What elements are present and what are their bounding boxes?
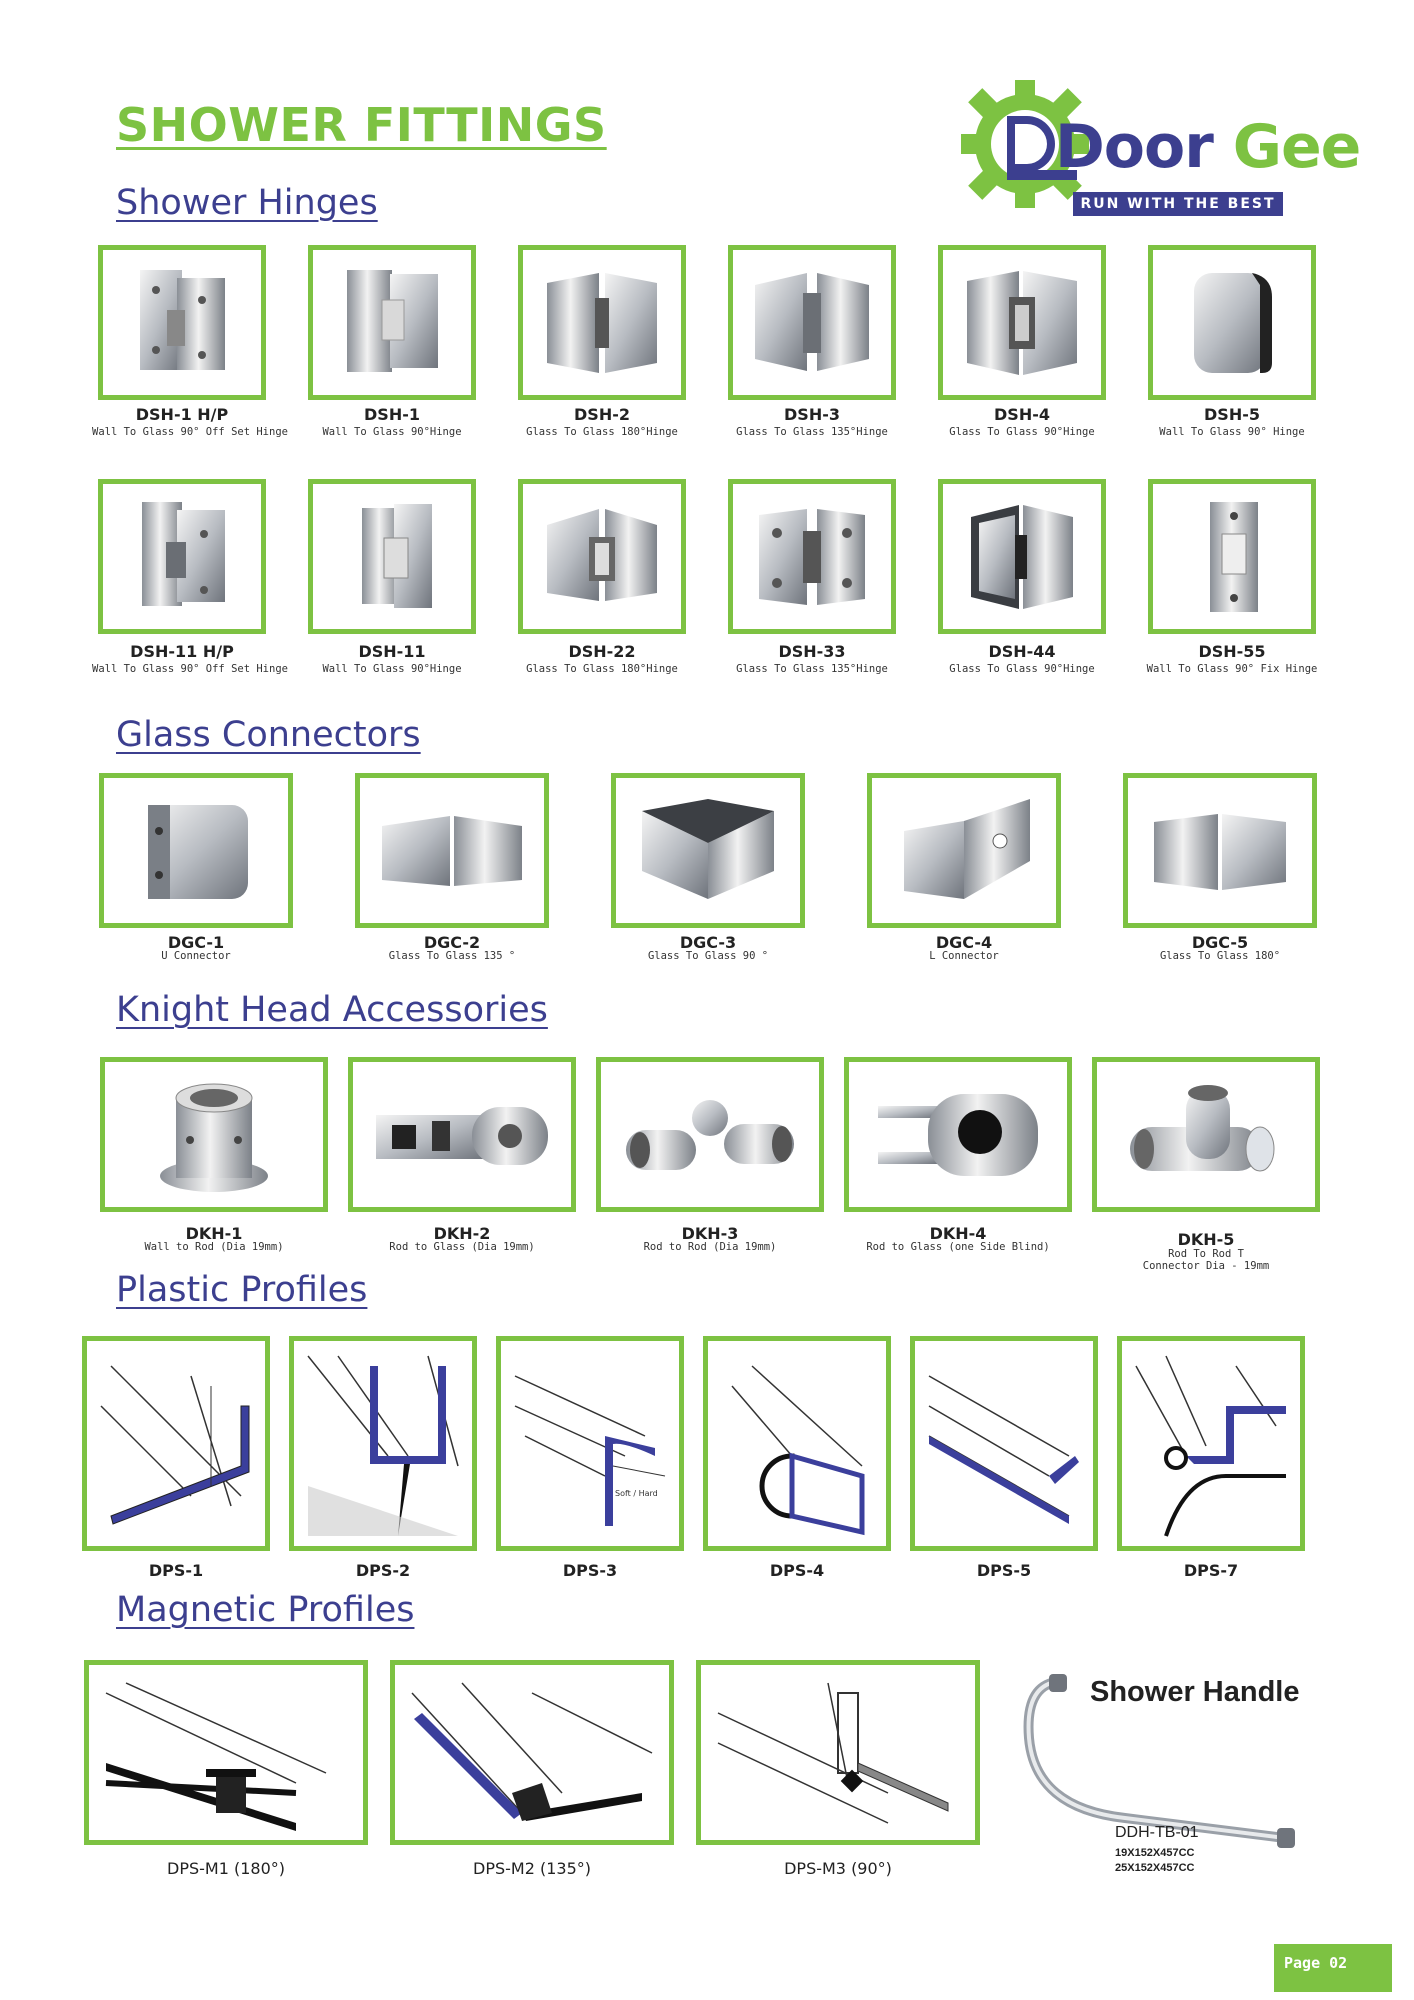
product-dsh-11[interactable] <box>302 479 482 689</box>
product-code: DGC-1 <box>167 933 225 952</box>
product-image <box>99 773 293 928</box>
hinge-image <box>747 263 877 383</box>
product-description: Glass To Glass 90°Hinge <box>949 663 1095 675</box>
product-description: Wall To Glass 90°Hinge <box>322 426 462 438</box>
product-dsh-11-hp[interactable] <box>92 479 288 689</box>
product-image <box>348 1057 576 1212</box>
brand-tagline: RUN WITH THE BEST <box>1073 192 1283 216</box>
product-image <box>611 773 805 928</box>
product-dsh-44[interactable] <box>932 479 1112 689</box>
product-description: Glass To Glass 180°Hinge <box>526 663 678 675</box>
section-title-shower-hinges: Shower Hinges <box>116 183 378 223</box>
knight-head-image <box>858 1080 1058 1190</box>
page-number-badge: Page 02 <box>1274 1944 1392 1992</box>
product-image <box>596 1057 824 1212</box>
product-dkh-2[interactable] <box>348 1057 576 1267</box>
product-code: DSH-2 <box>574 405 630 424</box>
product-image <box>1117 1336 1305 1551</box>
product-code: DSH-44 <box>988 642 1056 661</box>
product-code: DSH-5 <box>1204 405 1260 424</box>
product-dps-2[interactable] <box>289 1336 477 1586</box>
product-code: DSH-55 <box>1198 642 1266 661</box>
product-code: DPS-M3 (90°) <box>784 1859 892 1878</box>
hinge-image <box>537 263 667 383</box>
product-dsh-4[interactable] <box>932 245 1112 445</box>
profile-image <box>298 1346 468 1541</box>
door-gee-logo <box>955 72 1361 222</box>
section-title-glass-connectors: Glass Connectors <box>116 715 421 755</box>
product-image <box>703 1336 891 1551</box>
product-description: Rod to Rod (Dia 19mm) <box>643 1241 777 1253</box>
product-image <box>1148 245 1316 400</box>
hinge-image <box>747 497 877 617</box>
shower-handle-code: DDH-TB-01 <box>1115 1824 1199 1841</box>
product-code: DKH-5 <box>1177 1230 1235 1249</box>
product-dkh-1[interactable] <box>100 1057 328 1267</box>
product-code: DKH-4 <box>929 1224 987 1243</box>
product-code: DPS-5 <box>976 1561 1032 1580</box>
product-image <box>1123 773 1317 928</box>
product-dsh-2[interactable] <box>512 245 692 445</box>
product-dps-5[interactable] <box>910 1336 1098 1586</box>
product-code: DPS-M1 (180°) <box>167 1859 285 1878</box>
product-description: Glass To Glass 90 ° <box>647 950 769 962</box>
connector-image <box>628 791 788 911</box>
product-image <box>496 1336 684 1551</box>
product-dps-3[interactable] <box>496 1336 684 1586</box>
product-description: Glass To Glass 180°Hinge <box>526 426 678 438</box>
product-code: DPS-7 <box>1183 1561 1239 1580</box>
product-dgc-1[interactable] <box>96 773 296 973</box>
section-title-knight-head: Knight Head Accessories <box>116 990 548 1030</box>
product-description: Glass To Glass 135°Hinge <box>736 426 888 438</box>
connector-image <box>884 791 1044 911</box>
product-description: Rod To Rod T <box>1168 1248 1244 1260</box>
product-code: DKH-2 <box>433 1224 491 1243</box>
product-description: Rod to Glass (one Side Blind) <box>866 1241 1050 1253</box>
brand-name: Door Gee <box>1055 112 1361 182</box>
product-dps-1[interactable] <box>82 1336 270 1586</box>
product-description: Glass To Glass 135°Hinge <box>736 663 888 675</box>
product-code: DSH-11 H/P <box>130 642 234 661</box>
product-image <box>1092 1057 1320 1212</box>
hinge-image <box>537 497 667 617</box>
product-description: Glass To Glass 135 ° <box>388 950 516 962</box>
hinge-image <box>122 494 242 619</box>
product-code: DGC-3 <box>679 933 737 952</box>
magnetic-profile-image <box>402 1673 662 1833</box>
product-dsh-55[interactable] <box>1142 479 1322 689</box>
product-image <box>844 1057 1072 1212</box>
shower-handle-size-1: 19X152X457CC <box>1115 1847 1195 1859</box>
shower-handle-size-2: 25X152X457CC <box>1115 1862 1195 1874</box>
hinge-image <box>332 494 452 619</box>
product-image <box>82 1336 270 1551</box>
hinge-image <box>332 260 452 385</box>
knight-head-image <box>144 1070 284 1200</box>
product-code: DGC-2 <box>423 933 481 952</box>
product-dps-m1[interactable] <box>84 1660 368 1890</box>
section-title-plastic-profiles: Plastic Profiles <box>116 1270 368 1310</box>
profile-image <box>505 1346 675 1541</box>
product-code: DGC-5 <box>1191 933 1249 952</box>
product-code: DKH-3 <box>681 1224 739 1243</box>
profile-image <box>1126 1346 1296 1541</box>
product-code: DSH-3 <box>784 405 840 424</box>
product-image <box>938 245 1106 400</box>
product-code: DPS-M2 (135°) <box>473 1859 591 1878</box>
product-dgc-2[interactable] <box>352 773 552 973</box>
knight-head-image <box>362 1085 562 1185</box>
product-description: Wall To Glass 90° Off Set Hinge <box>92 426 288 438</box>
product-dsh-1-hp[interactable] <box>92 245 288 445</box>
product-image <box>938 479 1106 634</box>
product-description: Wall To Glass 90°Hinge <box>322 663 462 675</box>
profile-image <box>712 1346 882 1541</box>
connector-image <box>372 796 532 906</box>
product-code: DSH-1 H/P <box>135 405 229 424</box>
product-image <box>355 773 549 928</box>
product-image <box>728 479 896 634</box>
section-title-magnetic-profiles: Magnetic Profiles <box>116 1590 415 1630</box>
product-dps-7[interactable] <box>1117 1336 1305 1586</box>
product-image <box>696 1660 980 1845</box>
hinge-image <box>1172 494 1292 619</box>
shower-handle-title: Shower Handle <box>1090 1676 1300 1708</box>
product-description: Wall To Glass 90° Fix Hinge <box>1146 663 1318 675</box>
product-dsh-33[interactable] <box>722 479 902 689</box>
page-title: SHOWER FITTINGS <box>116 98 607 152</box>
product-image <box>308 479 476 634</box>
product-image <box>100 1057 328 1212</box>
magnetic-profile-image <box>96 1673 356 1833</box>
product-description: Wall To Glass 90° Off Set Hinge <box>92 663 288 675</box>
hinge-image <box>1172 263 1292 383</box>
product-image <box>518 479 686 634</box>
product-image <box>98 245 266 400</box>
product-description: L Connector <box>929 950 999 962</box>
knight-head-image <box>610 1080 810 1190</box>
product-dsh-5[interactable] <box>1142 245 1322 445</box>
product-dps-4[interactable] <box>703 1336 891 1586</box>
product-image <box>1148 479 1316 634</box>
product-dgc-4[interactable] <box>864 773 1064 973</box>
product-code: DPS-1 <box>148 1561 204 1580</box>
product-image <box>728 245 896 400</box>
product-code: DSH-1 <box>364 405 420 424</box>
product-code: DSH-33 <box>778 642 846 661</box>
product-dgc-5[interactable] <box>1120 773 1320 973</box>
profile-label: Soft / Hard <box>615 1489 658 1498</box>
product-description-line2: Connector Dia - 19mm <box>1142 1260 1270 1272</box>
product-image <box>518 245 686 400</box>
product-dkh-5[interactable] <box>1092 1057 1320 1272</box>
product-description: Rod to Glass (Dia 19mm) <box>389 1241 535 1253</box>
product-dkh-3[interactable] <box>596 1057 824 1267</box>
product-image <box>98 479 266 634</box>
product-code: DPS-3 <box>562 1561 618 1580</box>
product-description: U Connector <box>161 950 231 962</box>
product-image <box>910 1336 1098 1551</box>
product-image <box>289 1336 477 1551</box>
product-image <box>390 1660 674 1845</box>
product-dgc-3[interactable] <box>608 773 808 973</box>
product-description: Glass To Glass 90°Hinge <box>949 426 1095 438</box>
product-dsh-22[interactable] <box>512 479 692 689</box>
product-image <box>84 1660 368 1845</box>
magnetic-profile-image <box>708 1673 968 1833</box>
hinge-image <box>122 260 242 385</box>
connector-image <box>1140 796 1300 906</box>
product-image <box>308 245 476 400</box>
hinge-image <box>957 263 1087 383</box>
product-dsh-3[interactable] <box>722 245 902 445</box>
product-dsh-1[interactable] <box>302 245 482 445</box>
product-image <box>867 773 1061 928</box>
product-code: DPS-4 <box>769 1561 825 1580</box>
product-dps-m3[interactable] <box>696 1660 980 1890</box>
product-code: DGC-4 <box>935 933 993 952</box>
product-code: DPS-2 <box>355 1561 411 1580</box>
product-code: DSH-4 <box>994 405 1050 424</box>
profile-image <box>919 1346 1089 1541</box>
product-description: Wall to Rod (Dia 19mm) <box>144 1241 284 1253</box>
product-code: DKH-1 <box>185 1224 243 1243</box>
product-code: DSH-11 <box>358 642 426 661</box>
product-code: DSH-22 <box>568 642 636 661</box>
hinge-image <box>957 497 1087 617</box>
product-description: Glass To Glass 180° <box>1159 950 1281 962</box>
knight-head-image <box>1116 1075 1296 1195</box>
connector-image <box>126 791 266 911</box>
product-description: Wall To Glass 90° Hinge <box>1159 426 1305 438</box>
product-dkh-4[interactable] <box>844 1057 1072 1267</box>
product-dps-m2[interactable] <box>390 1660 674 1890</box>
profile-image <box>91 1346 261 1541</box>
